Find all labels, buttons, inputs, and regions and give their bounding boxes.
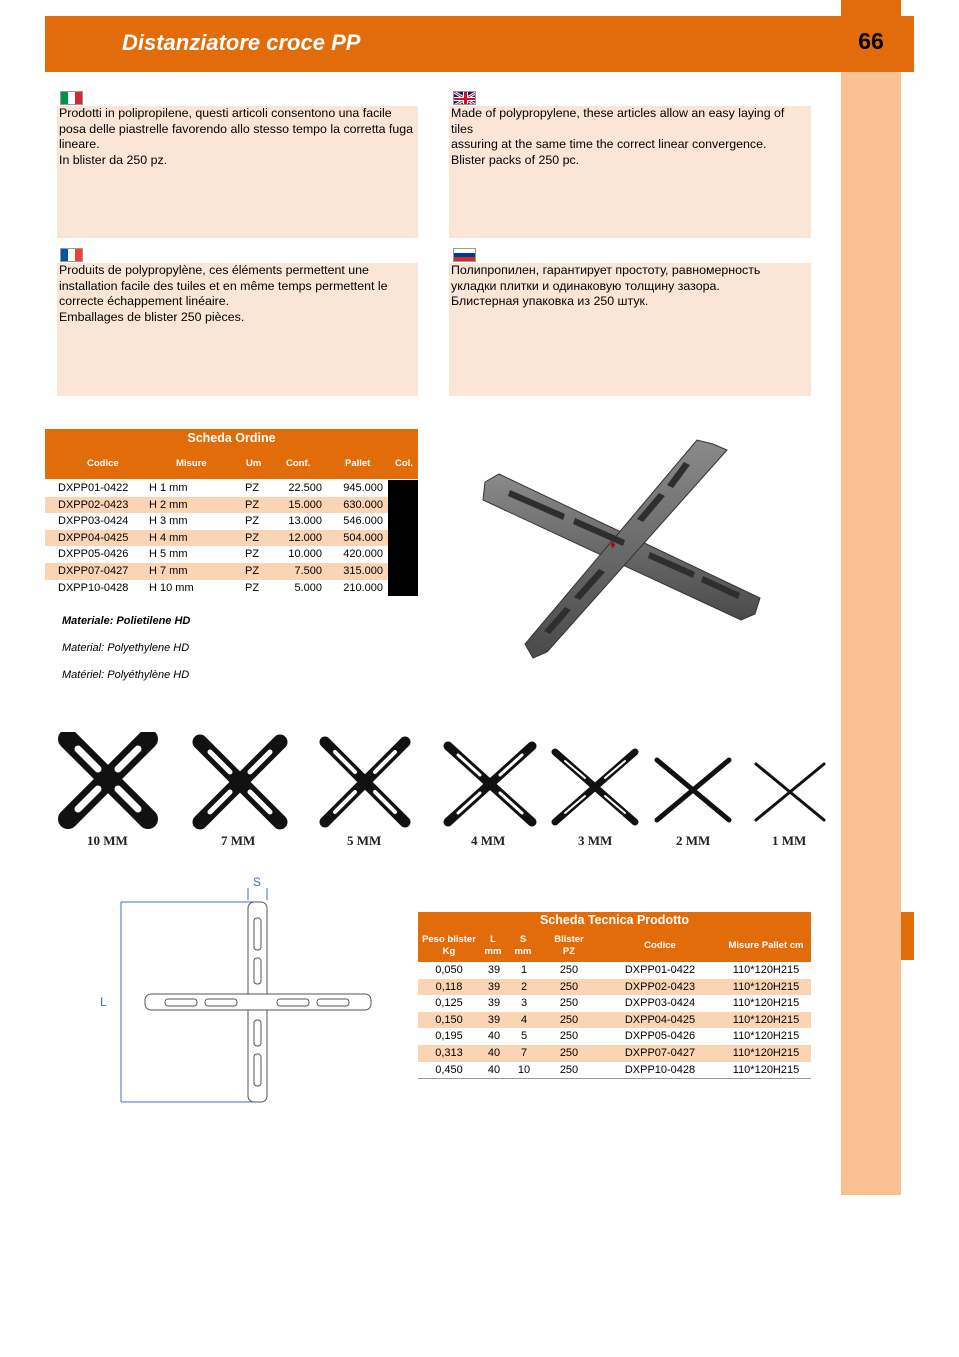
description-line: Emballages de blister 250 pièces. [59,309,245,324]
table-cell: PZ [245,531,260,544]
uk-flag-icon [453,91,476,105]
table-cell: 5.000 [294,581,322,594]
spacer-1mm-icon [756,764,824,820]
column-header [626,940,694,952]
color-swatch [388,580,418,597]
table-cell: H 10 mm [149,581,194,594]
color-swatch [388,513,418,530]
table-cell: 250 [559,1013,579,1026]
table-cell: DXPP04-0425 [58,531,129,544]
cross-spacer-photo [475,430,795,670]
table-cell: 40 [487,1030,501,1043]
table-row [418,979,811,996]
description-line: installation facile des tuiles et en même temps permettent le [59,278,388,293]
column-header-line: Misure Pallet cm [728,940,804,951]
color-swatch [388,563,418,580]
table-cell: 110*120H215 [732,980,800,993]
table-row [418,1012,811,1029]
table-cell: 39 [487,1013,501,1026]
table-cell: 110*120H215 [732,1063,800,1076]
table-cell: DXPP03-0424 [624,997,696,1010]
dimension-l-label: L [100,995,107,1009]
page-title: Distanziatore croce PP [122,30,361,55]
table-cell: 3 [520,997,528,1010]
description-fr [57,263,418,396]
size-label: 2 MM [676,833,711,848]
technical-diagram [95,870,385,1110]
table-cell: H 5 mm [149,548,188,561]
description-line: correcte échappement linéaire. [59,294,230,308]
column-header: Codice [87,458,119,469]
table-cell: 315.000 [343,564,383,577]
french-flag-icon [60,248,83,262]
color-swatch [388,530,418,547]
table-cell: 10.000 [288,548,322,561]
column-header-line: mm [514,946,532,957]
description-en [449,106,811,238]
column-header-line: Kg [442,946,456,957]
table-cell: 1 [520,964,528,976]
column-header-line: S [519,934,527,945]
description-line: Made of polypropylene, these articles allow an easy laying of tiles [451,106,785,136]
table-cell: DXPP05-0426 [58,548,129,561]
table-cell: 250 [559,980,579,993]
table-cell: 7 [520,1046,528,1059]
table-cell: 420.000 [343,548,383,561]
table-row [418,962,811,979]
table-cell: 546.000 [343,515,383,528]
table-cell: 210.000 [343,581,383,594]
color-swatch [388,546,418,563]
column-header-line: Codice [644,940,676,951]
brand-watermark: ♦ [610,539,616,551]
description-line: Produits de polypropylène, ces éléments permettent une [59,263,369,277]
size-label: 3 MM [578,833,613,848]
column-header: Misure [176,458,207,469]
column-header [723,940,809,952]
table-cell: 0,150 [435,1013,463,1026]
table-row [45,480,418,497]
table-cell: 40 [487,1046,501,1059]
table-cell: 110*120H215 [732,1030,800,1043]
tech-table [418,962,811,1079]
spacer-3mm-icon [555,752,635,822]
column-header-line: L [490,934,496,945]
table-cell: H 7 mm [149,564,188,577]
table-row [45,546,418,563]
table-cell: PZ [245,564,260,577]
table-cell: PZ [245,548,260,561]
description-line: укладки плитки и одинаковую толщину зазора. [451,278,720,293]
table-cell: 250 [559,997,579,1010]
spacer-2mm-icon [657,760,729,820]
side-tab-top [901,16,914,72]
table-cell: 0,450 [435,1063,463,1076]
table-cell: DXPP02-0423 [624,980,696,993]
table-cell: DXPP10-0428 [58,581,129,594]
table-cell: 110*120H215 [732,964,800,976]
column-header-line: mm [484,946,502,957]
table-row [418,1045,811,1062]
table-cell: 39 [487,980,501,993]
spacer-sizes-illustration [55,732,835,832]
table-cell: 0,313 [435,1046,463,1059]
table-cell: DXPP03-0424 [58,515,129,528]
table-cell: 0,195 [435,1030,463,1043]
table-cell: H 2 mm [149,498,188,511]
description-line: Prodotti in polipropilene, questi articoli consentono una facile [59,106,392,120]
table-cell: 630.000 [343,498,383,511]
tech-table-header [418,912,811,962]
column-header: Um [246,458,262,469]
column-header [546,934,592,958]
description-line: In blister da 250 pz. [59,152,168,167]
color-swatch [388,480,418,497]
spacer-5mm-icon [325,742,405,822]
table-cell: 10 [517,1063,531,1076]
table-cell: 4 [520,1013,528,1026]
column-header: Col. [395,458,413,469]
material-en: Material: Polyethylene HD [62,642,190,654]
description-line: lineare. [59,137,100,151]
table-row [45,580,418,597]
table-cell: DXPP01-0422 [58,482,129,494]
table-cell: 250 [559,1063,579,1076]
table-row [45,497,418,514]
size-label: 1 MM [772,833,807,848]
table-cell: 0,050 [435,964,463,976]
table-cell: 7.500 [294,564,322,577]
table-cell: DXPP10-0428 [624,1063,696,1076]
column-header: Pallet [345,458,371,469]
column-header-line: Blister [554,934,584,945]
table-cell: H 3 mm [149,515,188,528]
size-label: 10 MM [87,833,128,848]
description-ru [449,263,811,396]
table-cell: DXPP02-0423 [58,498,129,511]
side-strip [841,0,901,1195]
column-header-line: PZ [562,946,576,957]
size-label: 4 MM [471,833,506,848]
table-cell: H 4 mm [149,531,188,544]
table-cell: 40 [487,1063,501,1076]
material-it: Materiale: Polietilene HD [62,615,191,627]
italian-flag-icon [60,91,83,105]
table-cell: DXPP04-0425 [624,1013,696,1026]
description-line: Blister packs of 250 pc. [451,152,580,167]
column-header [512,934,534,958]
table-cell: DXPP05-0426 [624,1030,696,1043]
table-cell: DXPP07-0427 [624,1046,696,1059]
column-header [420,934,478,958]
table-cell: PZ [245,581,260,594]
description-line: Блистерная упаковка из 250 штук. [451,294,649,308]
table-cell: 110*120H215 [732,1046,800,1059]
table-cell: 945.000 [343,482,383,494]
table-row [418,1028,811,1045]
column-header-line: Peso blister [422,934,476,945]
spacer-7mm-icon [200,742,280,822]
table-cell: 250 [559,1046,579,1059]
material-fr: Matériel: Polyéthylène HD [62,669,190,681]
dimension-s-label: S [253,875,262,889]
color-swatch [388,497,418,514]
table-cell: DXPP07-0427 [58,564,129,577]
table-cell: 0,125 [435,997,463,1010]
table-cell: 39 [487,964,501,976]
russian-flag-icon [453,248,476,262]
table-cell: 22.500 [288,482,322,494]
table-cell: PZ [245,498,260,511]
table-cell: 110*120H215 [732,997,800,1010]
spacer-4mm-icon [448,746,532,822]
table-cell: 250 [559,1030,579,1043]
description-it [57,106,418,238]
size-label: 5 MM [347,833,382,848]
table-cell: 39 [487,997,501,1010]
size-label: 7 MM [221,833,256,848]
page-number: 66 [858,28,884,54]
table-cell: 13.000 [288,515,322,528]
spacer-10mm-icon [68,739,148,819]
order-table [45,480,418,596]
table-row [418,1062,811,1079]
table-cell: DXPP01-0422 [624,964,696,976]
table-cell: 12.000 [288,531,322,544]
side-tab-bottom [901,912,914,960]
column-header [482,934,504,958]
table-cell: 2 [520,980,528,993]
description-line: assuring at the same time the correct linear convergence. [451,137,767,151]
table-row [418,995,811,1012]
table-cell: 110*120H215 [732,1013,800,1026]
table-cell: H 1 mm [149,482,188,494]
table-row [45,530,418,547]
table-cell: 5 [520,1030,528,1043]
table-cell: PZ [245,482,260,494]
table-cell: 250 [559,964,579,976]
column-header: Conf. [286,458,311,469]
description-line: Полипропилен, гарантирует простоту, равномерность [451,263,761,277]
table-cell: 0,118 [435,980,463,993]
order-table-header [45,429,418,479]
tech-table-title: Scheda Tecnica Prodotto [539,913,690,927]
table-row [45,513,418,530]
table-cell: PZ [245,515,260,528]
table-cell: 15.000 [288,498,322,511]
table-row [45,563,418,580]
description-line: posa delle piastrelle favorendo allo stesso tempo la corretta fuga [59,121,414,136]
order-table-title: Scheda Ordine [187,431,276,445]
table-cell: 504.000 [343,531,383,544]
